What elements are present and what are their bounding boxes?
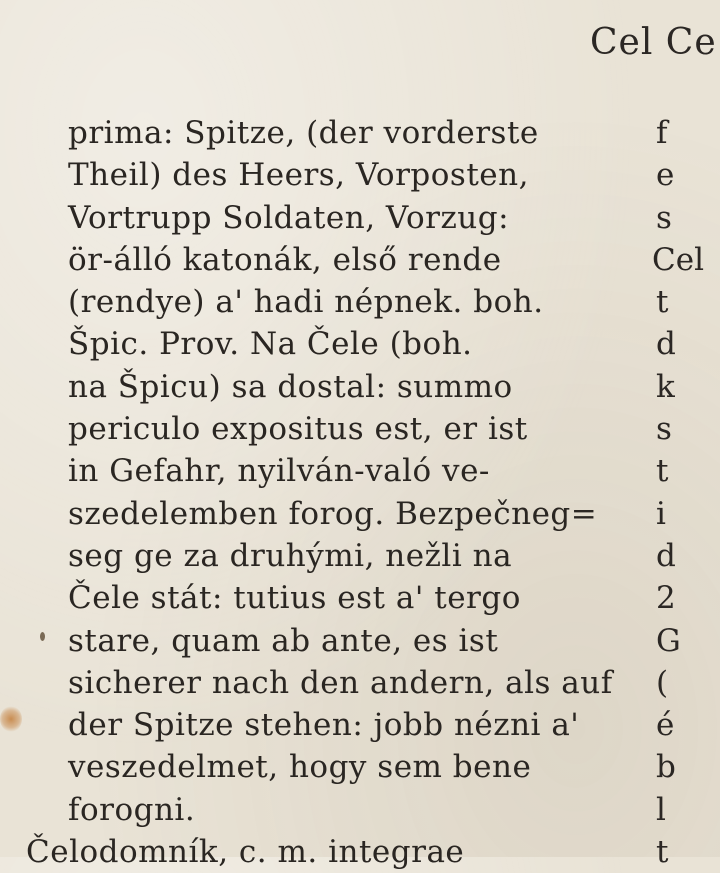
entry-line: der Spitze stehen: jobb nézni a'	[68, 707, 580, 744]
column-fragment: 2	[656, 580, 676, 617]
entry-line: na Špicu) sa dostal: summo	[68, 368, 513, 405]
entry-line: stare, quam ab ante, es ist	[68, 622, 499, 659]
entry-line: sicherer nach den andern, als auf	[68, 664, 613, 701]
ink-speck	[40, 632, 45, 641]
column-fragment: (	[656, 664, 669, 701]
entry-line: (rendye) a' hadi népnek. boh.	[68, 284, 544, 321]
running-head: Cel Ce	[590, 22, 717, 63]
next-entry-headword-line: Čelodomník, c. m. integrae	[26, 834, 465, 871]
column-fragment: s	[656, 199, 672, 236]
entry-line: Theil) des Heers, Vorposten,	[68, 157, 529, 194]
entry-line: prima: Spitze, (der vorderste	[68, 115, 539, 151]
column-fragment: f	[656, 115, 668, 151]
entry-line: Špic. Prov. Na Čele (boh.	[68, 326, 473, 363]
column-fragment: d	[656, 326, 676, 363]
entry-line: Vortrupp Soldaten, Vorzug:	[68, 199, 510, 236]
entry-line: veszedelmet, hogy sem bene	[68, 749, 532, 786]
column-fragment: G	[656, 622, 681, 659]
entry-line: periculo expositus est, er ist	[68, 411, 528, 448]
column-fragment: l	[656, 791, 666, 828]
column-fragment: e	[656, 157, 675, 194]
column-fragment: t	[656, 453, 669, 490]
column-fragment: t	[656, 284, 669, 321]
entry-line: seg ge za druhými, nežli na	[68, 537, 513, 574]
column-fragment: Cel	[652, 241, 704, 278]
adjacent-column-fragment	[652, 112, 720, 873]
column-fragment: t	[656, 834, 669, 871]
paper-stain	[0, 706, 22, 732]
column-fragment: i	[656, 495, 666, 532]
entry-line: in Gefahr, nyilván-való ve-	[68, 453, 490, 490]
entry-line: Čele stát: tutius est a' tergo	[68, 580, 521, 617]
entry-line: szedelemben forog. Bezpečneg=	[68, 495, 598, 532]
entry-line: ör-álló katonák, első rende	[68, 241, 502, 278]
column-fragment: é	[656, 707, 675, 744]
column-fragment: b	[656, 749, 676, 786]
column-fragment: d	[656, 537, 676, 574]
column-fragment: k	[656, 368, 675, 405]
entry-line: forogni.	[68, 791, 196, 828]
dictionary-entry	[26, 112, 628, 873]
column-fragment: s	[656, 411, 672, 448]
